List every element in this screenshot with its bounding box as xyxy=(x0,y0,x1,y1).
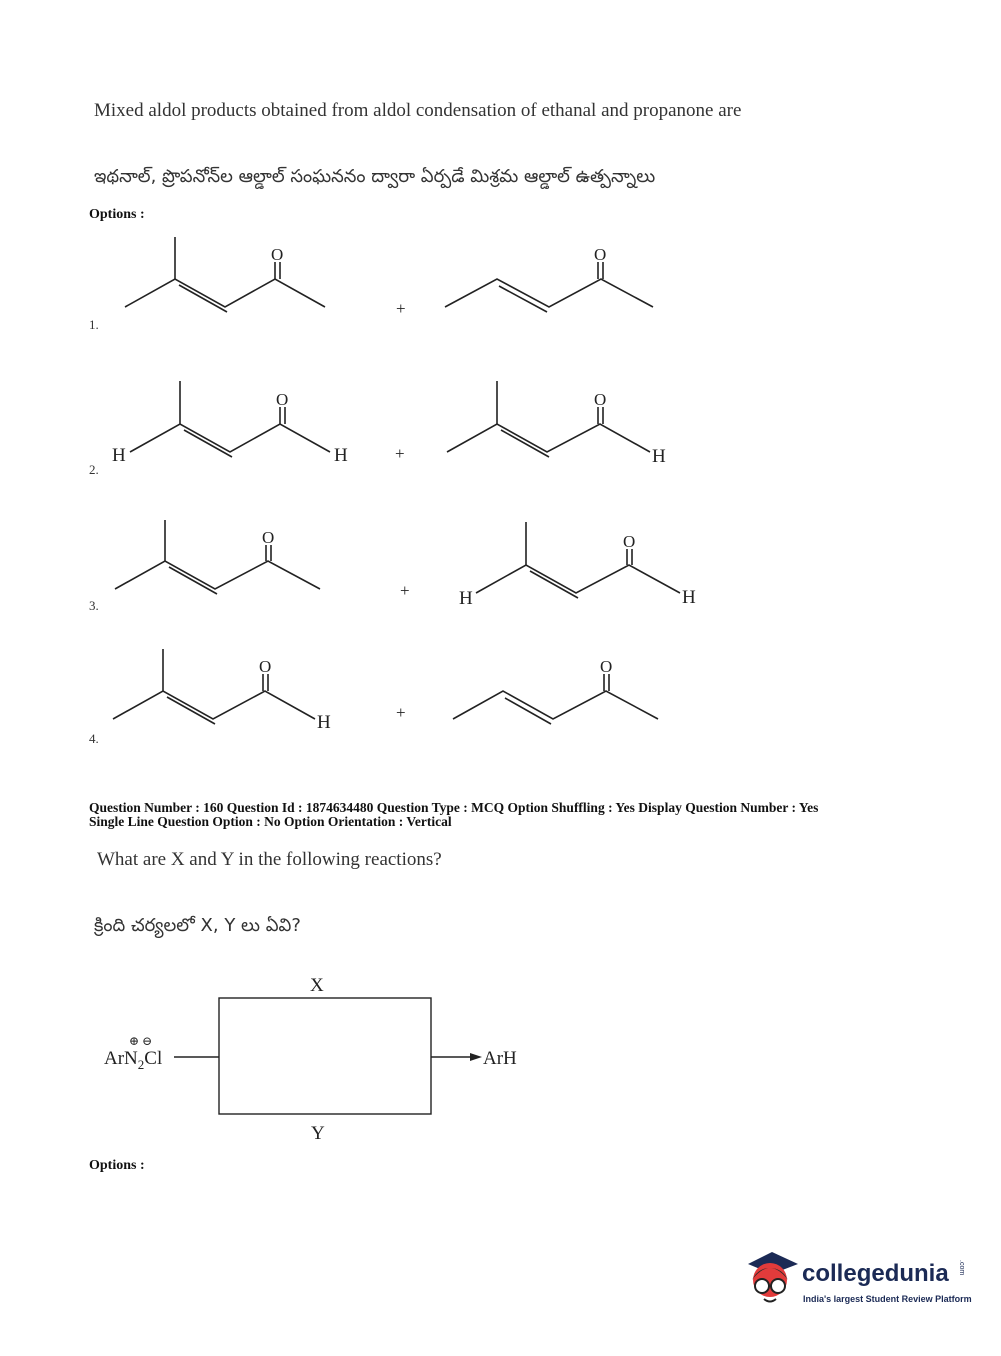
option-number-2: 2. xyxy=(89,462,99,477)
plus-sign: + xyxy=(395,444,405,463)
plus-sign: + xyxy=(396,703,406,722)
hydrogen-label: H xyxy=(682,587,696,608)
arrow-head-icon xyxy=(470,1053,482,1061)
reaction-scheme xyxy=(0,960,1001,1150)
hydrogen-label: H xyxy=(652,446,666,467)
question-meta-line-1: Question Number : 160 Question Id : 1874634480 Question Type : MCQ Option Shuffling : Yes Display Question Number : Yes xyxy=(89,800,819,815)
oxygen-label: O xyxy=(623,532,636,551)
logo-suffix: .com xyxy=(958,1260,965,1276)
hydrogen-label: H xyxy=(334,445,348,466)
question-text-te: క్రింది చర్యలలో X, Y లు ఏవి? xyxy=(94,915,301,936)
question-meta-line-2: Single Line Question Option : No Option Orientation : Vertical xyxy=(89,814,452,829)
plus-sign: + xyxy=(400,581,410,600)
oxygen-label: O xyxy=(259,657,272,676)
reaction-box xyxy=(219,998,431,1114)
question-text-en: Mixed aldol products obtained from aldol condensation of ethanal and propanone are xyxy=(94,100,742,121)
hydrogen-label: H xyxy=(459,588,473,609)
label-y: Y xyxy=(311,1123,325,1144)
question-text-te: ఇథనాల్, ప్రొపనోన్‌ల ఆల్డాల్ సంఘననం ద్వారా ఏర్పడే మిశ్రమ ఆల్డాల్ ఉత్పన్నాలు xyxy=(94,166,656,187)
hydrogen-label: H xyxy=(112,445,126,466)
oxygen-label: O xyxy=(594,245,607,264)
logo-name: collegedunia xyxy=(802,1260,949,1287)
option-number-3: 3. xyxy=(89,598,99,613)
oxygen-label: O xyxy=(271,245,284,264)
options-label: Options : xyxy=(89,207,145,222)
charge-symbols: ⊕ ⊖ xyxy=(129,1034,153,1048)
option-number-4: 4. xyxy=(89,731,99,746)
plus-sign: + xyxy=(396,299,406,318)
oxygen-label: O xyxy=(594,390,607,409)
mascot-icon xyxy=(742,1250,800,1310)
question-text-en: What are X and Y in the following reactions? xyxy=(97,849,442,870)
label-x: X xyxy=(310,975,324,996)
option-number-1: 1. xyxy=(89,317,99,332)
oxygen-label: O xyxy=(276,390,289,409)
product-formula: ArH xyxy=(483,1048,517,1069)
oxygen-label: O xyxy=(600,657,613,676)
reactant-formula: ArN$_2$Cl xyxy=(104,1048,163,1072)
collegedunia-logo xyxy=(742,1250,972,1312)
options-label: Options : xyxy=(89,1158,145,1173)
hydrogen-label: H xyxy=(317,712,331,733)
logo-tagline: India's largest Student Review Platform xyxy=(803,1294,972,1304)
oxygen-label: O xyxy=(262,528,275,547)
